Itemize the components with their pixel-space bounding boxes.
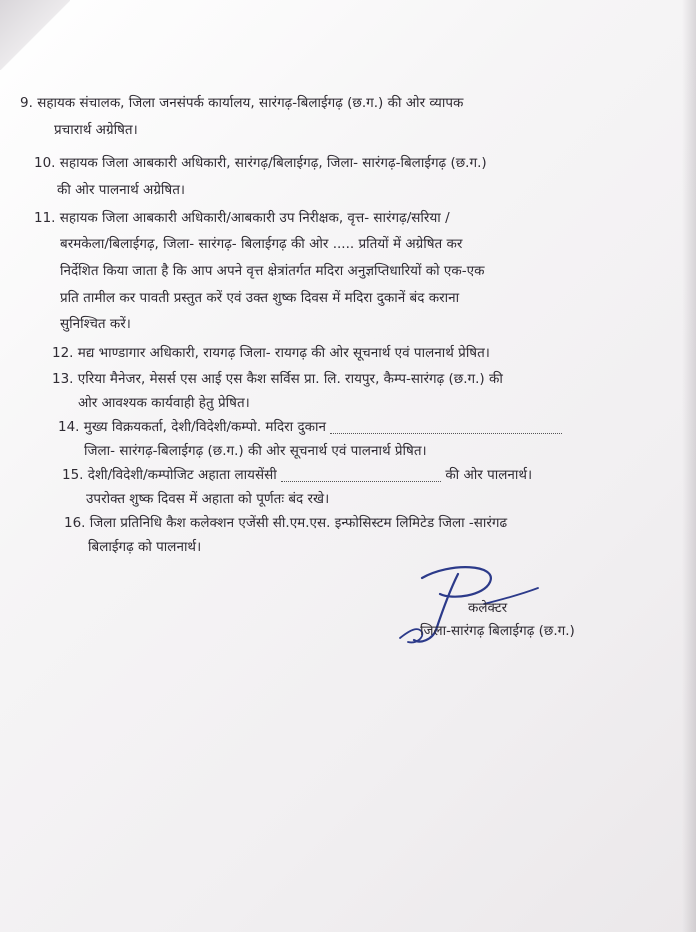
blank-fill-line xyxy=(281,469,441,482)
item-text: एरिया मैनेजर, मेसर्स एस आई एस कैश सर्विस प्रा. लि. रायपुर, कैम्प-सारंगढ़ (छ.ग.) की xyxy=(77,371,503,387)
list-item-14 xyxy=(58,414,562,440)
list-item-13 xyxy=(52,366,503,392)
item-number: 14. xyxy=(58,419,80,435)
item-text: सहायक जिला आबकारी अधिकारी, सारंगढ़/बिलाईगढ़, जिला- सारंगढ़-बिलाईगढ़ (छ.ग.) xyxy=(59,155,487,171)
item-text: सहायक जिला आबकारी अधिकारी/आबकारी उप निरीक्षक, वृत्त- सारंगढ़/सरिया / xyxy=(59,210,450,226)
item-text-continued: प्रति तामील कर पावती प्रस्तुत करें एवं उक्त शुष्क दिवस में मदिरा दुकानें बंद कराना xyxy=(60,290,460,306)
item-text-continued: की ओर पालनार्थ अग्रेषित। xyxy=(57,182,186,198)
item-text-continued: जिला- सारंगढ़-बिलाईगढ़ (छ.ग.) की ओर सूचनार्थ एवं पालनार्थ प्रेषित। xyxy=(84,443,427,459)
item-text-continued: निर्देशित किया जाता है कि आप अपने वृत्त क्षेत्रांतर्गत मदिरा अनुज्ञप्तिधारियों को एक-एक xyxy=(60,263,485,279)
item-number: 15. xyxy=(62,467,84,483)
item-number: 9. xyxy=(20,95,33,111)
list-item-11 xyxy=(34,205,450,231)
item-text-continued: उपरोक्त शुष्क दिवस में अहाता को पूर्णतः बंद रखे। xyxy=(86,491,330,507)
item-text-continued: बिलाईगढ़ को पालनार्थ। xyxy=(88,539,202,555)
list-item-15 xyxy=(62,462,532,488)
page-fold xyxy=(0,0,70,70)
item-text: मुख्य विक्रयकर्ता, देशी/विदेशी/कम्पो. मदिरा दुकान xyxy=(83,419,326,435)
signatory-office: जिला-सारंगढ़ बिलाईगढ़ (छ.ग.) xyxy=(420,623,575,639)
item-number: 10. xyxy=(34,155,56,171)
item-text: जिला प्रतिनिधि कैश कलेक्शन एजेंसी सी.एम.एस. इन्फोसिस्टम लिमिटेड जिला -सारंगढ xyxy=(89,515,508,531)
item-number: 12. xyxy=(52,345,74,361)
item-text-continued: सुनिश्चित करें। xyxy=(60,316,131,332)
item-text: मद्य भाण्डागार अधिकारी, रायगढ़ जिला- रायगढ़ की ओर सूचनार्थ एवं पालनार्थ प्रेषित। xyxy=(77,345,490,361)
item-text: देशी/विदेशी/कम्पोजिट अहाता लायसेंसी xyxy=(87,467,277,483)
list-item-9 xyxy=(20,90,463,116)
signatory-title: कलेक्टर xyxy=(468,600,508,616)
item-text-suffix: की ओर पालनार्थ। xyxy=(445,467,533,483)
item-text-continued: ओर आवश्यक कार्यवाही हेतु प्रेषित। xyxy=(78,395,250,411)
blank-fill-line xyxy=(330,421,562,434)
list-item-16 xyxy=(64,510,507,536)
list-item-10 xyxy=(34,150,487,176)
item-text: सहायक संचालक, जिला जनसंपर्क कार्यालय, सारंगढ़-बिलाईगढ़ (छ.ग.) की ओर व्यापक xyxy=(37,95,464,111)
item-number: 13. xyxy=(52,371,74,387)
page-edge-shadow xyxy=(682,0,696,932)
item-number: 11. xyxy=(34,210,56,226)
item-text-continued: बरमकेला/बिलाईगढ़, जिला- सारंगढ़- बिलाईगढ़ की ओर ..... प्रतियों में अग्रेषित कर xyxy=(60,236,463,252)
item-text-continued: प्रचारार्थ अग्रेषित। xyxy=(54,122,138,138)
item-number: 16. xyxy=(64,515,86,531)
list-item-12 xyxy=(52,340,490,366)
